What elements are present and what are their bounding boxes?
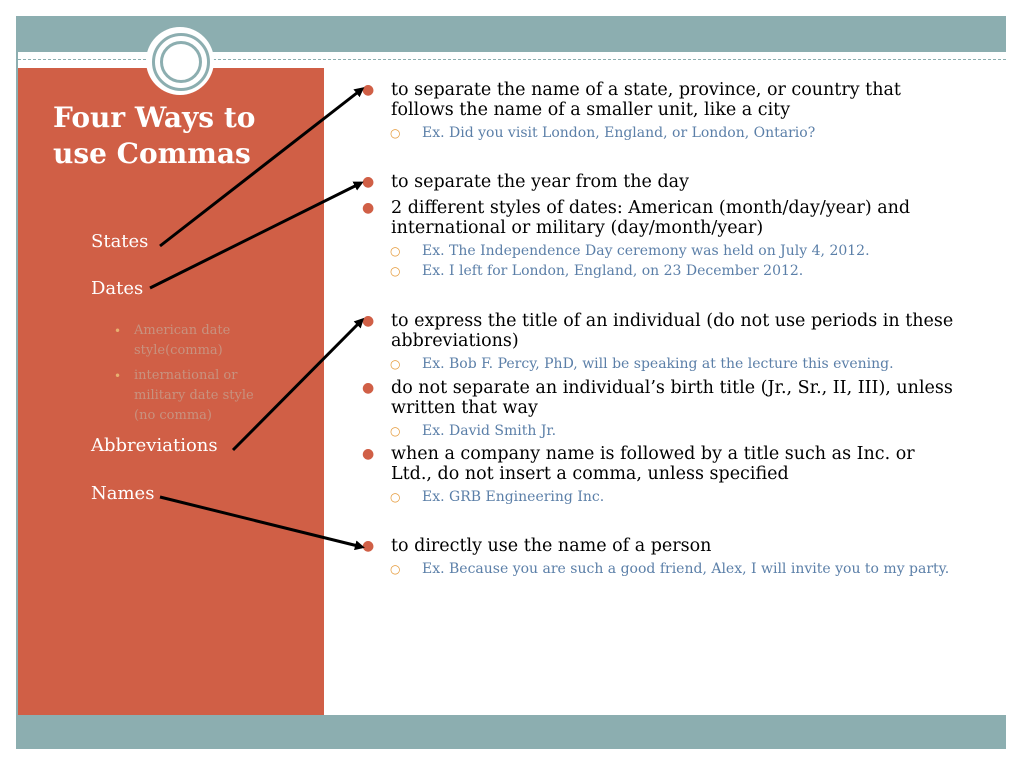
hollow-bullet-icon: ○ — [390, 126, 401, 140]
bullet-dot-icon: ● — [362, 538, 375, 554]
arrow-names — [160, 497, 362, 547]
example-abbr-3: ○ Ex. GRB Engineering Inc. — [390, 489, 605, 505]
bullet-abbr-2: ● do not separate an individual’s birth title (Jr., Sr., II, III), unless written that way — [362, 378, 953, 418]
bullet-dot-icon: ● — [362, 380, 375, 396]
bullet-abbr-3: ● when a company name is followed by a title such as Inc. or Ltd., do not insert a comma, unless specified — [362, 444, 915, 484]
example-states: ○ Ex. Did you visit London, England, or London, Ontario? — [390, 125, 816, 141]
example-abbr-1: ○ Ex. Bob F. Percy, PhD, will be speaking at the lecture this evening. — [390, 356, 894, 372]
date-subtopic: • international or military date style (no comma) — [114, 368, 254, 423]
hollow-bullet-icon: ○ — [390, 264, 401, 278]
example-abbr-2: ○ Ex. David Smith Jr. — [390, 423, 557, 439]
bullet-names: ● to directly use the name of a person — [362, 536, 712, 556]
page-title: Four Ways to use Commas — [53, 101, 256, 170]
bullet-dot-icon: ● — [362, 174, 375, 190]
example-dates-2: ○ Ex. I left for London, England, on 23 December 2012. — [390, 263, 804, 279]
bullet-dot-icon: ● — [362, 200, 375, 216]
topic-names: Names — [91, 483, 155, 504]
arrow-states — [160, 89, 362, 246]
arrow-dates — [150, 183, 361, 288]
date-subtopic: • American date style(comma) — [114, 323, 231, 358]
bullet-dot-icon: • — [114, 324, 122, 338]
bullet-dates-2: ● 2 different styles of dates: American (month/day/year) and international or military (day/month/year) — [362, 198, 911, 238]
example-names: ○ Ex. Because you are such a good friend, Alex, I will invite you to my party. — [390, 561, 950, 577]
topic-states: States — [91, 231, 149, 252]
hollow-bullet-icon: ○ — [390, 490, 401, 504]
bullet-states: ● to separate the name of a state, province, or country that follows the name of a smaller unit, like a city — [362, 80, 901, 120]
example-dates-1: ○ Ex. The Independence Day ceremony was held on July 4, 2012. — [390, 243, 870, 259]
topic-dates: Dates — [91, 278, 144, 299]
bullet-dot-icon: ● — [362, 446, 375, 462]
topic-abbreviations: Abbreviations — [91, 435, 218, 456]
hollow-bullet-icon: ○ — [390, 357, 401, 371]
bullet-dot-icon: • — [114, 369, 122, 383]
bullet-abbr-1: ● to express the title of an individual (do not use periods in these abbreviations) — [362, 311, 954, 351]
hollow-bullet-icon: ○ — [390, 244, 401, 258]
arrow-abbreviations — [233, 320, 362, 450]
hollow-bullet-icon: ○ — [390, 562, 401, 576]
bullet-dates-1: ● to separate the year from the day — [362, 172, 689, 192]
bullet-dot-icon: ● — [362, 82, 375, 98]
bullet-dot-icon: ● — [362, 313, 375, 329]
hollow-bullet-icon: ○ — [390, 424, 401, 438]
